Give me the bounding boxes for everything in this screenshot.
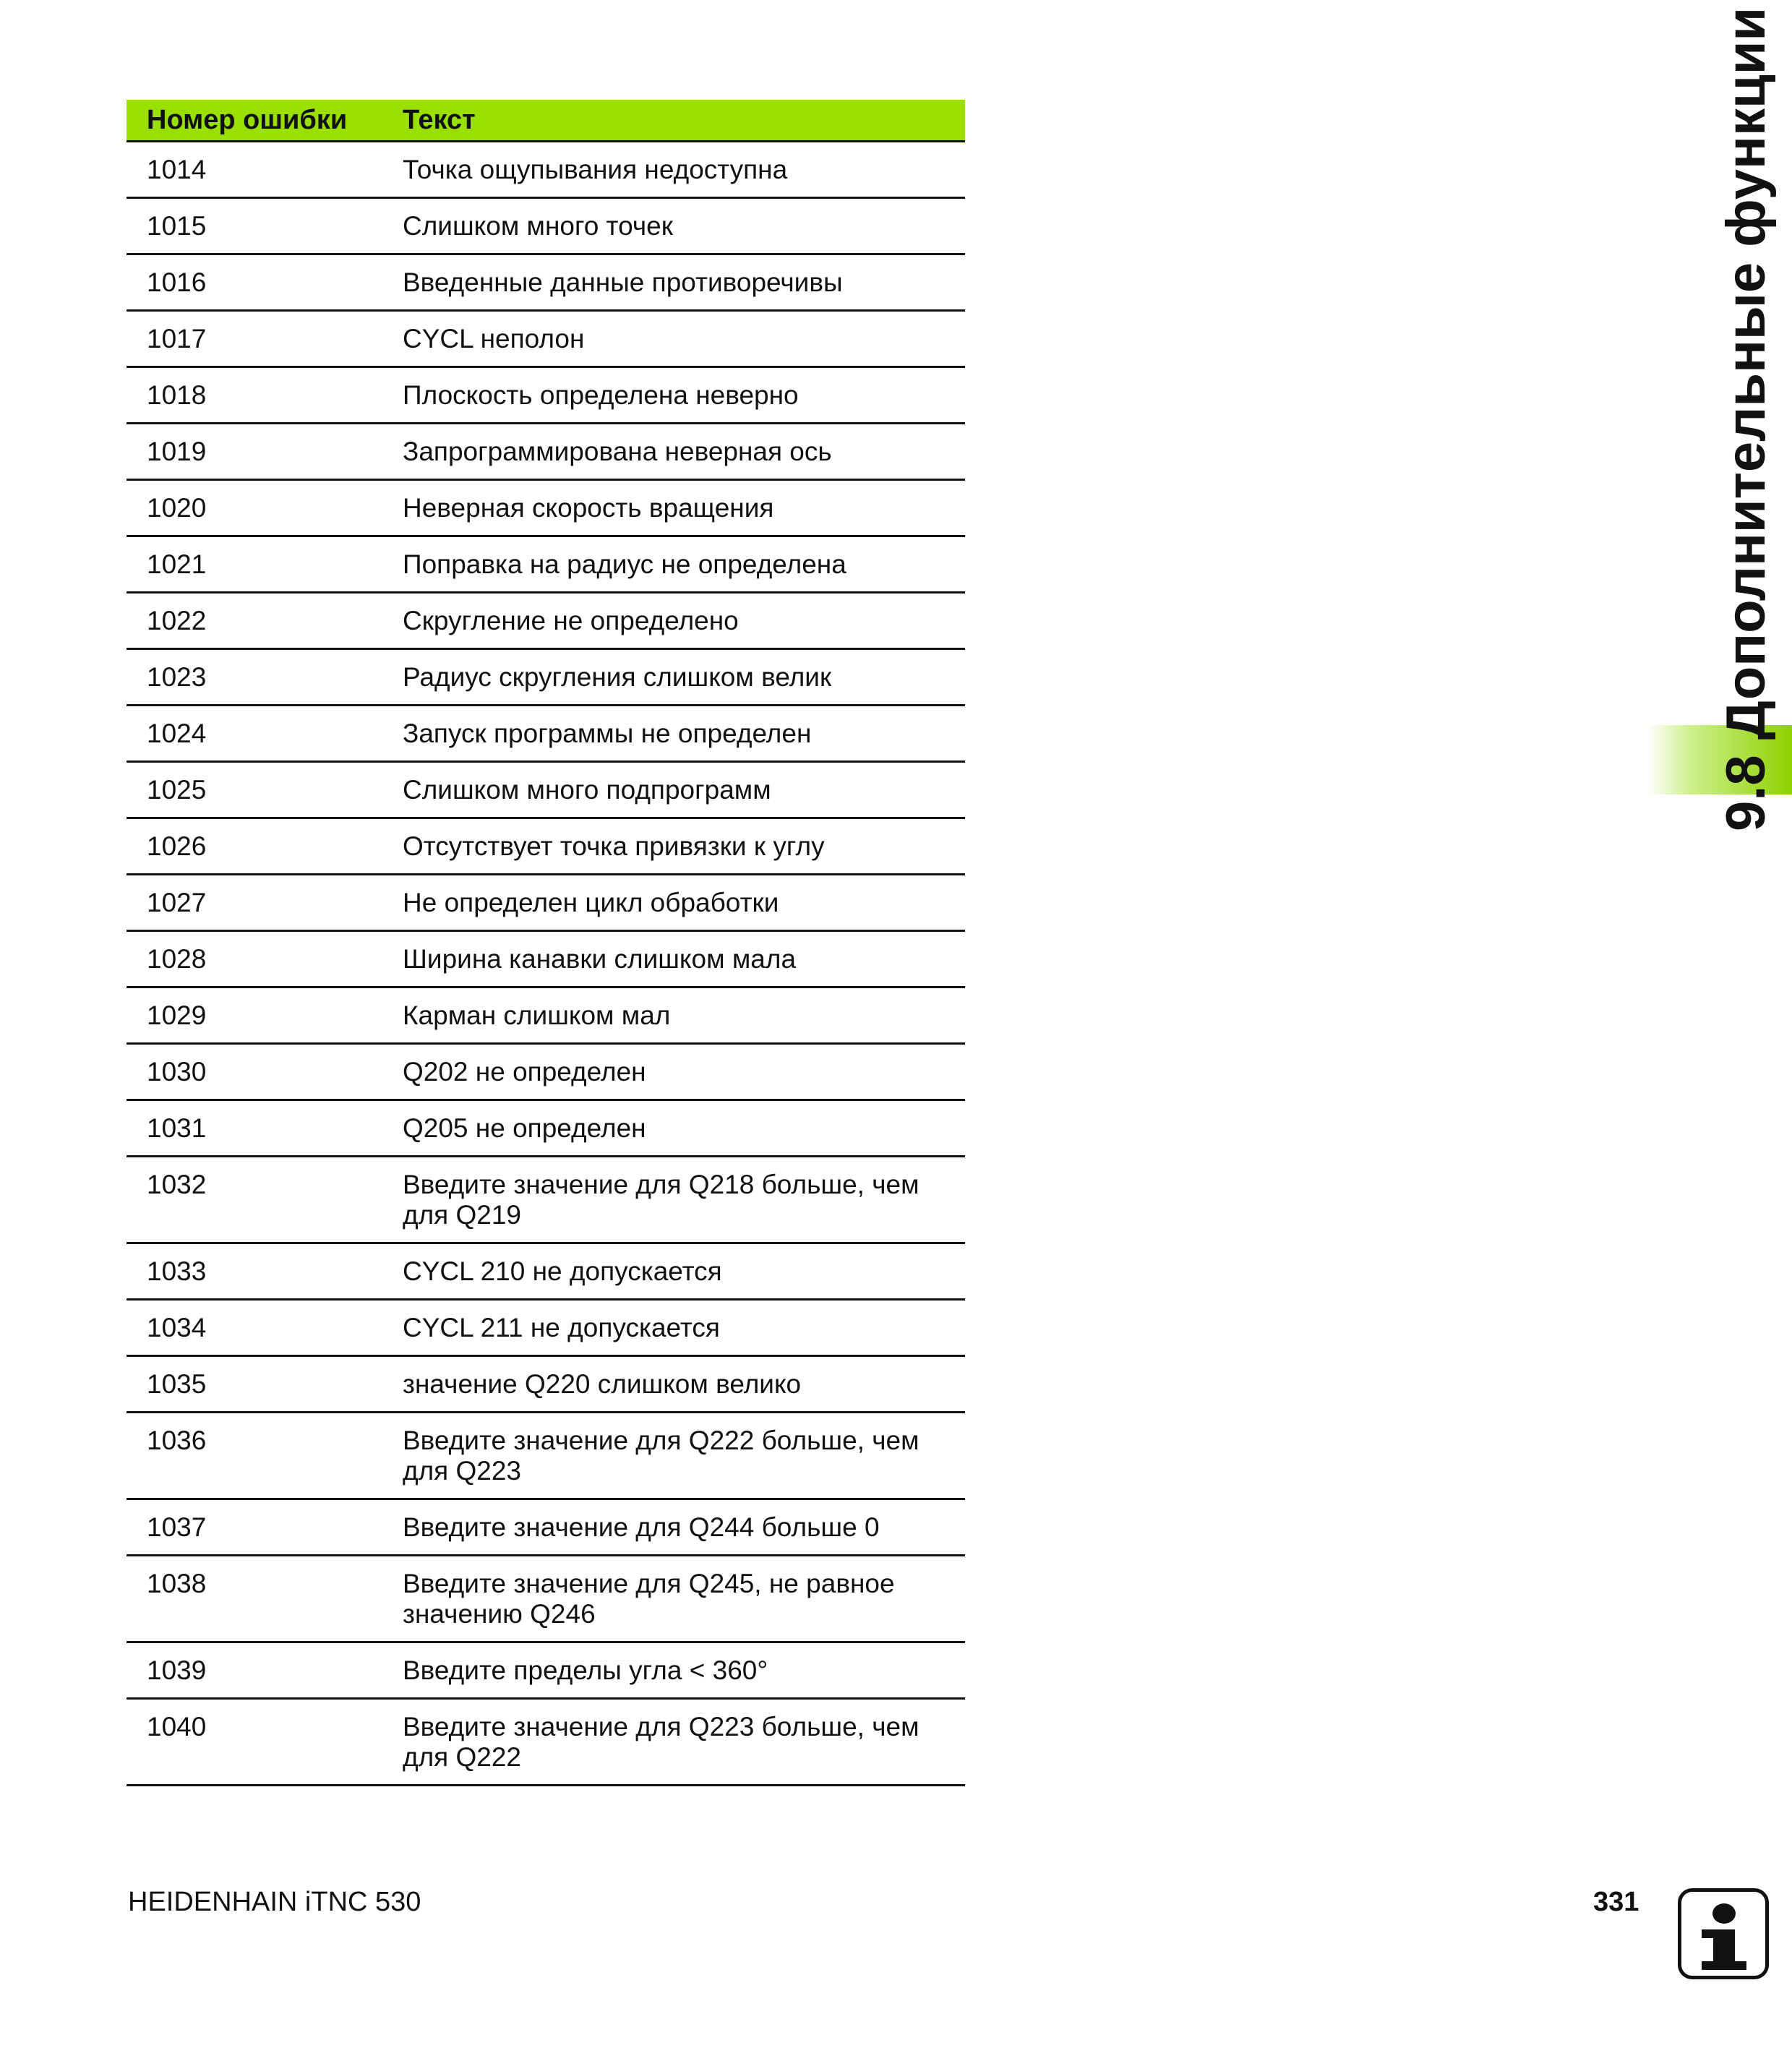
error-text: Введите значение для Q218 больше, чем для Q219 bbox=[382, 1157, 965, 1243]
table-row bbox=[127, 1100, 965, 1157]
table-row bbox=[127, 536, 965, 593]
table-row bbox=[127, 367, 965, 424]
error-number: 1021 bbox=[127, 536, 382, 593]
error-text: Точка ощупывания недоступна bbox=[382, 142, 965, 198]
error-text: Слишком много точек bbox=[382, 198, 965, 254]
error-text: Q205 не определен bbox=[382, 1100, 965, 1157]
error-text: Запуск программы не определен bbox=[382, 706, 965, 762]
error-number: 1034 bbox=[127, 1300, 382, 1356]
info-icon bbox=[1678, 1888, 1769, 1979]
error-number: 1028 bbox=[127, 931, 382, 987]
error-text: Отсутствует точка привязки к углу bbox=[382, 818, 965, 875]
error-number: 1040 bbox=[127, 1699, 382, 1786]
table-row bbox=[127, 1499, 965, 1556]
table-row bbox=[127, 1699, 965, 1786]
table-row bbox=[127, 875, 965, 931]
error-text: Неверная скорость вращения bbox=[382, 480, 965, 536]
error-text: Не определен цикл обработки bbox=[382, 875, 965, 931]
table-row bbox=[127, 1556, 965, 1642]
error-number: 1017 bbox=[127, 311, 382, 367]
error-text: Плоскость определена неверно bbox=[382, 367, 965, 424]
error-number: 1036 bbox=[127, 1413, 382, 1499]
error-text: Q202 не определен bbox=[382, 1044, 965, 1100]
error-text: значение Q220 слишком велико bbox=[382, 1356, 965, 1413]
error-text: CYCL 211 не допускается bbox=[382, 1300, 965, 1356]
error-text: Карман слишком мал bbox=[382, 987, 965, 1044]
error-number: 1033 bbox=[127, 1243, 382, 1300]
error-number: 1015 bbox=[127, 198, 382, 254]
error-number: 1031 bbox=[127, 1100, 382, 1157]
page-number: 331 bbox=[1593, 1887, 1639, 1917]
error-text: Скругление не определено bbox=[382, 593, 965, 649]
section-title: 9.8 Дополнительные функции bbox=[1715, 7, 1777, 831]
table-row bbox=[127, 1300, 965, 1356]
error-text: Введите значение для Q244 больше 0 bbox=[382, 1499, 965, 1556]
error-text: CYCL неполон bbox=[382, 311, 965, 367]
error-table bbox=[127, 100, 965, 1786]
table-row bbox=[127, 480, 965, 536]
error-number: 1014 bbox=[127, 142, 382, 198]
table-row bbox=[127, 142, 965, 198]
error-number: 1024 bbox=[127, 706, 382, 762]
table-row bbox=[127, 1642, 965, 1699]
error-text: Введите значение для Q222 больше, чем для Q223 bbox=[382, 1413, 965, 1499]
header-text: Текст bbox=[382, 100, 965, 142]
table-row bbox=[127, 311, 965, 367]
error-number: 1032 bbox=[127, 1157, 382, 1243]
error-number: 1025 bbox=[127, 762, 382, 818]
error-text: Введите значение для Q245, не равное значению Q246 bbox=[382, 1556, 965, 1642]
error-number: 1039 bbox=[127, 1642, 382, 1699]
table-row bbox=[127, 1044, 965, 1100]
error-text: Запрограммирована неверная ось bbox=[382, 424, 965, 480]
error-text: Введенные данные противоречивы bbox=[382, 254, 965, 311]
error-number: 1029 bbox=[127, 987, 382, 1044]
error-number: 1035 bbox=[127, 1356, 382, 1413]
error-text: Введите значение для Q223 больше, чем для Q222 bbox=[382, 1699, 965, 1786]
table-header-row bbox=[127, 100, 965, 142]
error-number: 1018 bbox=[127, 367, 382, 424]
error-number: 1037 bbox=[127, 1499, 382, 1556]
table-row bbox=[127, 424, 965, 480]
error-text: Ширина канавки слишком мала bbox=[382, 931, 965, 987]
table-row bbox=[127, 762, 965, 818]
table-row bbox=[127, 649, 965, 706]
table-row bbox=[127, 931, 965, 987]
table-row bbox=[127, 1243, 965, 1300]
error-text: Введите пределы угла < 360° bbox=[382, 1642, 965, 1699]
table-row bbox=[127, 1356, 965, 1413]
table-row bbox=[127, 987, 965, 1044]
table-row bbox=[127, 254, 965, 311]
footer-product-name: HEIDENHAIN iTNC 530 bbox=[128, 1887, 421, 1917]
table-row bbox=[127, 1157, 965, 1243]
error-number: 1023 bbox=[127, 649, 382, 706]
error-text: CYCL 210 не допускается bbox=[382, 1243, 965, 1300]
table-row bbox=[127, 593, 965, 649]
error-number: 1020 bbox=[127, 480, 382, 536]
table-row bbox=[127, 198, 965, 254]
error-number: 1038 bbox=[127, 1556, 382, 1642]
error-number: 1030 bbox=[127, 1044, 382, 1100]
table-body bbox=[127, 142, 965, 1786]
table-row bbox=[127, 818, 965, 875]
header-error-number: Номер ошибки bbox=[127, 100, 382, 142]
error-text: Поправка на радиус не определена bbox=[382, 536, 965, 593]
error-text: Радиус скругления слишком велик bbox=[382, 649, 965, 706]
error-number: 1019 bbox=[127, 424, 382, 480]
table-row bbox=[127, 1413, 965, 1499]
error-number: 1016 bbox=[127, 254, 382, 311]
table-row bbox=[127, 706, 965, 762]
error-text: Слишком много подпрограмм bbox=[382, 762, 965, 818]
error-number: 1027 bbox=[127, 875, 382, 931]
error-number: 1026 bbox=[127, 818, 382, 875]
error-number: 1022 bbox=[127, 593, 382, 649]
